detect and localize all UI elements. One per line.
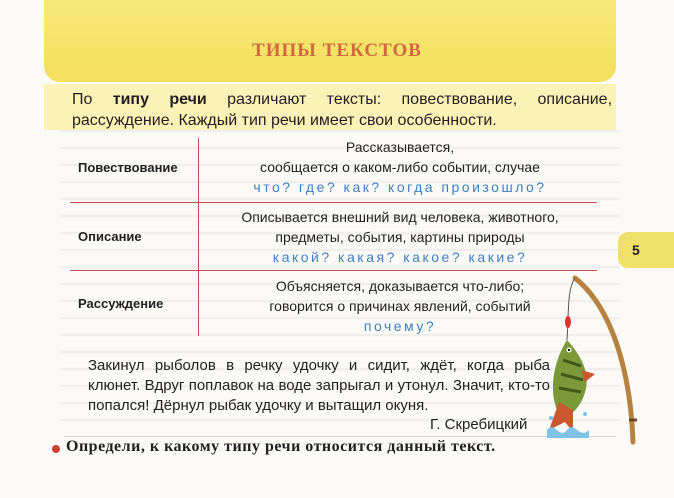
intro-prefix: По [72,91,113,108]
fishing-line-icon [567,278,575,340]
intro-bold-term: типу речи [112,91,207,108]
desc-line: Описывается внешний вид человека, животного, [241,209,559,225]
table-rule [70,270,597,271]
desc-line: сообщается о каком-либо событии, случае [260,159,540,175]
intro-paragraph [72,89,612,131]
type-name: Повествование [78,160,178,175]
type-questions: почему? [363,318,437,334]
type-description [205,137,595,197]
story-author: Г. Скребицкий [430,416,528,433]
type-name: Описание [78,229,142,244]
type-description [205,207,595,267]
page-title: ТИПЫ ТЕКСТОВ [252,40,422,61]
desc-line: Объясняется, доказывается что-либо; [275,278,525,294]
type-name: Рассуждение [78,296,164,311]
fishing-illustration [545,270,645,446]
perch-icon [549,340,595,432]
bullet-icon [52,445,60,453]
table-rule [70,202,597,203]
type-questions: какой? какая? какое? какие? [272,249,528,265]
fishing-rod-icon [575,278,633,442]
desc-line: предметы, события, картины природы [275,229,525,245]
type-questions: что? где? как? когда произошло? [253,179,547,195]
task-prompt: Определи, к какому типу речи относится данный текст. [66,438,496,455]
desc-line: Рассказывается, [345,139,455,155]
page-number-tab: 5 [618,232,674,268]
float-icon [565,316,571,328]
intro-rest: различают тексты: повествование, описание, рассуждение. Каждый тип речи имеет свои особенности. [72,91,613,129]
type-description [205,276,595,336]
story-text: Закинул рыболов в речку удочку и сидит, ждёт, когда рыба клюнет. Вдруг поплавок на воде запрыгал и утонул. Значит, кто-то попался! Дёрнул рыбак удочку и вытащил окуня. [88,357,550,414]
table-vertical-rule [198,138,199,336]
divider [64,436,616,437]
desc-line: говорится о причинах явлений, событий [269,298,531,314]
